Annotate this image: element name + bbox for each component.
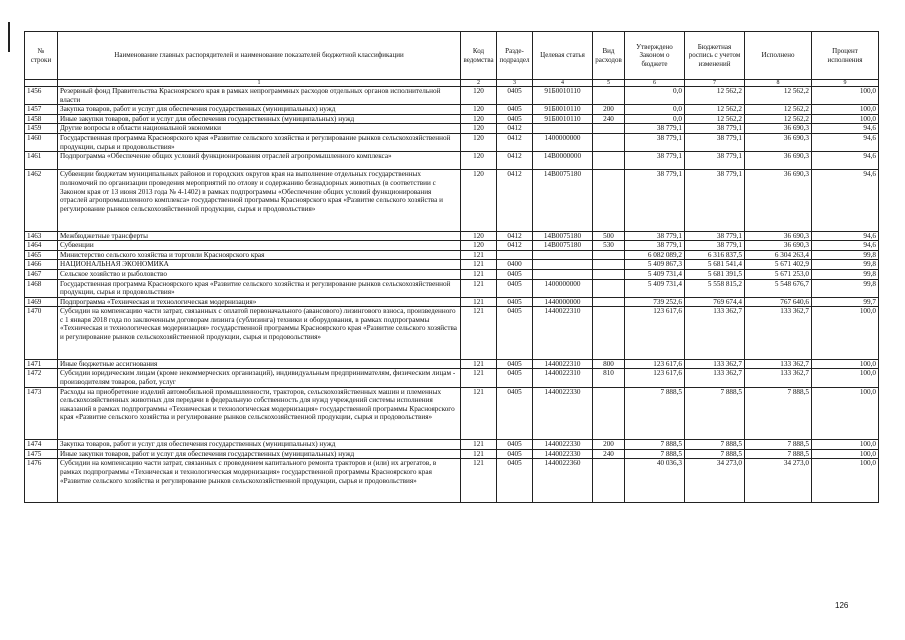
expense-type-code: [593, 387, 625, 440]
target-item-code: [533, 260, 593, 270]
approved-amount: 7 888,5: [625, 440, 685, 450]
column-number: 7: [685, 80, 745, 87]
department-code: 120: [461, 170, 497, 231]
department-code: 121: [461, 440, 497, 450]
approved-amount: 7 888,5: [625, 449, 685, 459]
department-code: 121: [461, 387, 497, 440]
table-row: [25, 440, 879, 450]
table-row: [25, 231, 879, 241]
table-row: [25, 269, 879, 279]
execution-percent: 100,0: [812, 440, 879, 450]
approved-amount: 6 082 089,2: [625, 250, 685, 260]
row-number: 1475: [25, 449, 58, 459]
schedule-amount: 7 888,5: [685, 387, 745, 440]
scan-margin-mark: [8, 22, 10, 52]
target-item-code: [533, 269, 593, 279]
row-name: Министерство сельского хозяйства и торговли Красноярского края: [58, 250, 461, 260]
header-name: Наименование главных распорядителей и наименование показателей бюджетной классификации: [58, 32, 461, 80]
row-name: Субвенции: [58, 241, 461, 251]
budget-table: [24, 31, 879, 503]
table-row: [25, 387, 879, 440]
target-item-code: 91Б0010110: [533, 114, 593, 124]
row-number: 1469: [25, 297, 58, 307]
row-name: Другие вопросы в области национальной экономики: [58, 124, 461, 134]
section-code: 0412: [497, 133, 533, 151]
target-item-code: [533, 250, 593, 260]
execution-percent: 94,6: [812, 231, 879, 241]
table-row: [25, 459, 879, 503]
department-code: 120: [461, 114, 497, 124]
section-code: 0405: [497, 387, 533, 440]
executed-amount: 36 690,3: [745, 133, 812, 151]
executed-amount: 34 273,0: [745, 459, 812, 503]
schedule-amount: 12 562,2: [685, 87, 745, 105]
page-number: 126: [835, 601, 849, 610]
section-code: 0412: [497, 152, 533, 170]
row-name: Субсидии на компенсацию части затрат, связанных с проведением капитального ремонта тракторов и (или) их агрегатов, в рамках подпрограммы «Техническая и технологическая модернизация» государственной программы Красноярского края «Развитие сельского хозяйства и регулирование рынков сельскохозяйственной продукции, сырья и продовольствия»: [58, 459, 461, 503]
execution-percent: 94,6: [812, 152, 879, 170]
section-code: 0405: [497, 449, 533, 459]
section-code: 0412: [497, 170, 533, 231]
executed-amount: 7 888,5: [745, 449, 812, 459]
executed-amount: 36 690,3: [745, 124, 812, 134]
section-code: 0405: [497, 459, 533, 503]
section-code: 0405: [497, 369, 533, 387]
schedule-amount: 12 562,2: [685, 114, 745, 124]
expense-type-code: [593, 87, 625, 105]
expense-type-code: [593, 307, 625, 360]
row-name: Иные бюджетные ассигнования: [58, 359, 461, 369]
approved-amount: 7 888,5: [625, 387, 685, 440]
row-number: 1456: [25, 87, 58, 105]
schedule-amount: 5 558 815,2: [685, 279, 745, 297]
execution-percent: 100,0: [812, 105, 879, 115]
approved-amount: 40 036,3: [625, 459, 685, 503]
row-name: Подпрограмма «Обеспечение общих условий функционирования отраслей агропромышленного комплекса»: [58, 152, 461, 170]
approved-amount: 38 779,1: [625, 170, 685, 231]
table-header: [25, 32, 879, 87]
section-code: 0405: [497, 440, 533, 450]
row-name: Иные закупки товаров, работ и услуг для обеспечения государственных (муниципальных) нужд: [58, 449, 461, 459]
row-number: 1472: [25, 369, 58, 387]
executed-amount: 5 548 676,7: [745, 279, 812, 297]
row-number: 1474: [25, 440, 58, 450]
column-number: 8: [745, 80, 812, 87]
schedule-amount: 7 888,5: [685, 440, 745, 450]
schedule-amount: 12 562,2: [685, 105, 745, 115]
expense-type-code: [593, 279, 625, 297]
row-name: Субсидии юридическим лицам (кроме некоммерческих организаций), индивидуальным предпринимателям, физическим лицам - производителям товаров, работ, услуг: [58, 369, 461, 387]
executed-amount: 12 562,2: [745, 105, 812, 115]
section-code: 0405: [497, 359, 533, 369]
department-code: 121: [461, 279, 497, 297]
schedule-amount: 7 888,5: [685, 449, 745, 459]
schedule-amount: 38 779,1: [685, 152, 745, 170]
approved-amount: 123 617,6: [625, 307, 685, 360]
column-number: 1: [58, 80, 461, 87]
section-code: 0405: [497, 279, 533, 297]
section-code: 0405: [497, 105, 533, 115]
schedule-amount: 38 779,1: [685, 170, 745, 231]
department-code: 120: [461, 87, 497, 105]
section-code: 0412: [497, 241, 533, 251]
row-number: 1465: [25, 250, 58, 260]
header-section: Разде- подраздел: [497, 32, 533, 80]
expense-type-code: [593, 459, 625, 503]
executed-amount: 12 562,2: [745, 114, 812, 124]
table-row: [25, 307, 879, 360]
row-number: 1470: [25, 307, 58, 360]
row-number: 1463: [25, 231, 58, 241]
schedule-amount: 34 273,0: [685, 459, 745, 503]
approved-amount: 5 409 731,4: [625, 279, 685, 297]
executed-amount: 36 690,3: [745, 152, 812, 170]
department-code: 120: [461, 241, 497, 251]
row-number: 1457: [25, 105, 58, 115]
header-expense-type: Вид расходов: [593, 32, 625, 80]
table-row: [25, 105, 879, 115]
execution-percent: 100,0: [812, 307, 879, 360]
row-number: 1466: [25, 260, 58, 270]
target-item-code: 1440022360: [533, 459, 593, 503]
target-item-code: 1400000000: [533, 279, 593, 297]
row-number: 1468: [25, 279, 58, 297]
executed-amount: 133 362,7: [745, 369, 812, 387]
approved-amount: 38 779,1: [625, 152, 685, 170]
execution-percent: 99,8: [812, 260, 879, 270]
header-schedule: Бюджетная роспись с учетом изменений: [685, 32, 745, 80]
approved-amount: 5 409 867,3: [625, 260, 685, 270]
department-code: 120: [461, 105, 497, 115]
approved-amount: 123 617,6: [625, 369, 685, 387]
row-number: 1458: [25, 114, 58, 124]
executed-amount: 133 362,7: [745, 307, 812, 360]
column-number: 4: [533, 80, 593, 87]
expense-type-code: [593, 152, 625, 170]
expense-type-code: [593, 269, 625, 279]
row-name: Расходы на приобретение изделий автомобильной промышленности, тракторов, сельскохозяйственных машин и племенных сельскохозяйственных животных для передачи в федеральную собственность для нужд учреждений системы исполнения наказаний в рамках подпрограммы «Техническая и технологическая модернизация» государственной программы Красноярского края «Развитие сельского хозяйства и регулирование рынков сельскохозяйственной продукции, сырья и продовольствия»: [58, 387, 461, 440]
expense-type-code: 530: [593, 241, 625, 251]
section-code: 0405: [497, 269, 533, 279]
executed-amount: 7 888,5: [745, 387, 812, 440]
executed-amount: 7 888,5: [745, 440, 812, 450]
header-percent: Процент исполнения: [812, 32, 879, 80]
expense-type-code: [593, 297, 625, 307]
section-code: 0412: [497, 124, 533, 134]
execution-percent: 99,8: [812, 250, 879, 260]
target-item-code: 1440022330: [533, 449, 593, 459]
target-item-code: 1440022310: [533, 307, 593, 360]
target-item-code: [533, 124, 593, 134]
row-number: 1467: [25, 269, 58, 279]
table-row: [25, 133, 879, 151]
row-number: 1459: [25, 124, 58, 134]
department-code: 121: [461, 260, 497, 270]
column-number: [25, 80, 58, 87]
expense-type-code: 240: [593, 449, 625, 459]
schedule-amount: 133 362,7: [685, 307, 745, 360]
row-name: Государственная программа Красноярского края «Развитие сельского хозяйства и регулирование рынков сельскохозяйственной продукции, сырья и продовольствия»: [58, 133, 461, 151]
section-code: [497, 250, 533, 260]
table-row: [25, 279, 879, 297]
row-name: Межбюджетные трансферты: [58, 231, 461, 241]
target-item-code: 1440000000: [533, 297, 593, 307]
execution-percent: 99,8: [812, 269, 879, 279]
row-name: Закупка товаров, работ и услуг для обеспечения государственных (муниципальных) нужд: [58, 105, 461, 115]
schedule-amount: 38 779,1: [685, 231, 745, 241]
row-number: 1462: [25, 170, 58, 231]
expense-type-code: 240: [593, 114, 625, 124]
execution-percent: 94,6: [812, 241, 879, 251]
header-approved: Утверждено Законом о бюджете: [625, 32, 685, 80]
target-item-code: 14В0075180: [533, 241, 593, 251]
executed-amount: 36 690,3: [745, 231, 812, 241]
execution-percent: 94,6: [812, 124, 879, 134]
department-code: 121: [461, 297, 497, 307]
department-code: 120: [461, 152, 497, 170]
target-item-code: 14В0075180: [533, 170, 593, 231]
table-row: [25, 124, 879, 134]
schedule-amount: 6 316 837,5: [685, 250, 745, 260]
target-item-code: 91Б0010110: [533, 105, 593, 115]
row-name: Иные закупки товаров, работ и услуг для обеспечения государственных (муниципальных) нужд: [58, 114, 461, 124]
execution-percent: 100,0: [812, 114, 879, 124]
expense-type-code: 200: [593, 440, 625, 450]
column-number: 6: [625, 80, 685, 87]
table-row: [25, 241, 879, 251]
table-row: [25, 369, 879, 387]
table-row: [25, 260, 879, 270]
section-code: 0405: [497, 297, 533, 307]
department-code: 120: [461, 133, 497, 151]
execution-percent: 100,0: [812, 87, 879, 105]
executed-amount: 6 304 263,4: [745, 250, 812, 260]
target-item-code: 1440022330: [533, 440, 593, 450]
target-item-code: 14В0075180: [533, 231, 593, 241]
table-row: [25, 170, 879, 231]
target-item-code: 1440022310: [533, 359, 593, 369]
expense-type-code: 800: [593, 359, 625, 369]
table-row: [25, 114, 879, 124]
row-name: Субсидии на компенсацию части затрат, связанных с оплатой первоначального (авансового) лизингового взноса, произведенного с 1 января 2018 года по заключенным договорам лизинга (сублизинга) техники и оборудования, в рамках подпрограммы «Техническая и технологическая модернизация» государственной программы Красноярского края «Развитие сельского хозяйства и регулирование рынков сельскохозяйственной продукции, сырья и продовольствия»: [58, 307, 461, 360]
header-department-code: Код ведомства: [461, 32, 497, 80]
row-number: 1471: [25, 359, 58, 369]
execution-percent: 99,8: [812, 279, 879, 297]
approved-amount: 0,0: [625, 87, 685, 105]
executed-amount: 5 671 402,9: [745, 260, 812, 270]
executed-amount: 133 362,7: [745, 359, 812, 369]
schedule-amount: 38 779,1: [685, 241, 745, 251]
department-code: 121: [461, 250, 497, 260]
schedule-amount: 133 362,7: [685, 369, 745, 387]
approved-amount: 739 252,6: [625, 297, 685, 307]
column-number: 3: [497, 80, 533, 87]
execution-percent: 99,7: [812, 297, 879, 307]
table-row: [25, 359, 879, 369]
department-code: 121: [461, 459, 497, 503]
header-target-item: Целевая статья: [533, 32, 593, 80]
section-code: 0412: [497, 231, 533, 241]
approved-amount: 38 779,1: [625, 133, 685, 151]
expense-type-code: 810: [593, 369, 625, 387]
section-code: 0400: [497, 260, 533, 270]
execution-percent: 94,6: [812, 133, 879, 151]
header-executed: Исполнено: [745, 32, 812, 80]
schedule-amount: 133 362,7: [685, 359, 745, 369]
approved-amount: 123 617,6: [625, 359, 685, 369]
table-row: [25, 297, 879, 307]
execution-percent: 100,0: [812, 387, 879, 440]
row-name: Закупка товаров, работ и услуг для обеспечения государственных (муниципальных) нужд: [58, 440, 461, 450]
section-code: 0405: [497, 307, 533, 360]
executed-amount: 36 690,3: [745, 170, 812, 231]
approved-amount: 0,0: [625, 105, 685, 115]
execution-percent: 100,0: [812, 459, 879, 503]
row-name: Субвенции бюджетам муниципальных районов и городских округов края на выполнение отдельных государственных полномочий по организации проведения мероприятий по отлову и содержанию безнадзорных животных (в соответствии с Законом края от 13 июня 2013 года № 4-1402) в рамках подпрограммы «Обеспечение общих условий функционирования отраслей агропромышленного комплекса» государственной программы Красноярского края «Развитие сельского хозяйства и регулирование рынков сельскохозяйственной продукции, сырья и продовольствия»: [58, 170, 461, 231]
expense-type-code: [593, 170, 625, 231]
department-code: 121: [461, 449, 497, 459]
approved-amount: 0,0: [625, 114, 685, 124]
department-code: 121: [461, 359, 497, 369]
execution-percent: 94,6: [812, 170, 879, 231]
table-row: [25, 250, 879, 260]
expense-type-code: [593, 250, 625, 260]
schedule-amount: 38 779,1: [685, 133, 745, 151]
executed-amount: 5 671 253,0: [745, 269, 812, 279]
column-number: 9: [812, 80, 879, 87]
expense-type-code: [593, 124, 625, 134]
row-name: Государственная программа Красноярского края «Развитие сельского хозяйства и регулирование рынков сельскохозяйственной продукции, сырья и продовольствия»: [58, 279, 461, 297]
expense-type-code: 500: [593, 231, 625, 241]
execution-percent: 100,0: [812, 369, 879, 387]
row-name: Резервный фонд Правительства Красноярского края в рамках непрограммных расходов отдельных органов исполнительной власти: [58, 87, 461, 105]
executed-amount: 36 690,3: [745, 241, 812, 251]
schedule-amount: 5 681 391,5: [685, 269, 745, 279]
table-row: [25, 449, 879, 459]
department-code: 121: [461, 369, 497, 387]
row-number: 1473: [25, 387, 58, 440]
department-code: 120: [461, 231, 497, 241]
table-row: [25, 87, 879, 105]
approved-amount: 38 779,1: [625, 241, 685, 251]
row-name: НАЦИОНАЛЬНАЯ ЭКОНОМИКА: [58, 260, 461, 270]
target-item-code: 91Б0010110: [533, 87, 593, 105]
header-row-number: № строки: [25, 32, 58, 80]
row-number: 1476: [25, 459, 58, 503]
schedule-amount: 38 779,1: [685, 124, 745, 134]
table-body: [25, 87, 879, 503]
row-number: 1464: [25, 241, 58, 251]
target-item-code: 14В0000000: [533, 152, 593, 170]
department-code: 121: [461, 307, 497, 360]
approved-amount: 38 779,1: [625, 124, 685, 134]
expense-type-code: [593, 133, 625, 151]
column-number: 5: [593, 80, 625, 87]
execution-percent: 100,0: [812, 359, 879, 369]
schedule-amount: 769 674,4: [685, 297, 745, 307]
executed-amount: 767 640,6: [745, 297, 812, 307]
department-code: 120: [461, 124, 497, 134]
row-number: 1460: [25, 133, 58, 151]
executed-amount: 12 562,2: [745, 87, 812, 105]
row-number: 1461: [25, 152, 58, 170]
approved-amount: 5 409 731,4: [625, 269, 685, 279]
target-item-code: 1440022330: [533, 387, 593, 440]
execution-percent: 100,0: [812, 449, 879, 459]
row-name: Сельское хозяйство и рыболовство: [58, 269, 461, 279]
target-item-code: 1400000000: [533, 133, 593, 151]
column-number: 2: [461, 80, 497, 87]
schedule-amount: 5 681 541,4: [685, 260, 745, 270]
section-code: 0405: [497, 114, 533, 124]
target-item-code: 1440022310: [533, 369, 593, 387]
row-name: Подпрограмма «Техническая и технологическая модернизация»: [58, 297, 461, 307]
expense-type-code: [593, 260, 625, 270]
approved-amount: 38 779,1: [625, 231, 685, 241]
column-number-row: [25, 80, 879, 87]
table-row: [25, 152, 879, 170]
section-code: 0405: [497, 87, 533, 105]
department-code: 121: [461, 269, 497, 279]
expense-type-code: 200: [593, 105, 625, 115]
